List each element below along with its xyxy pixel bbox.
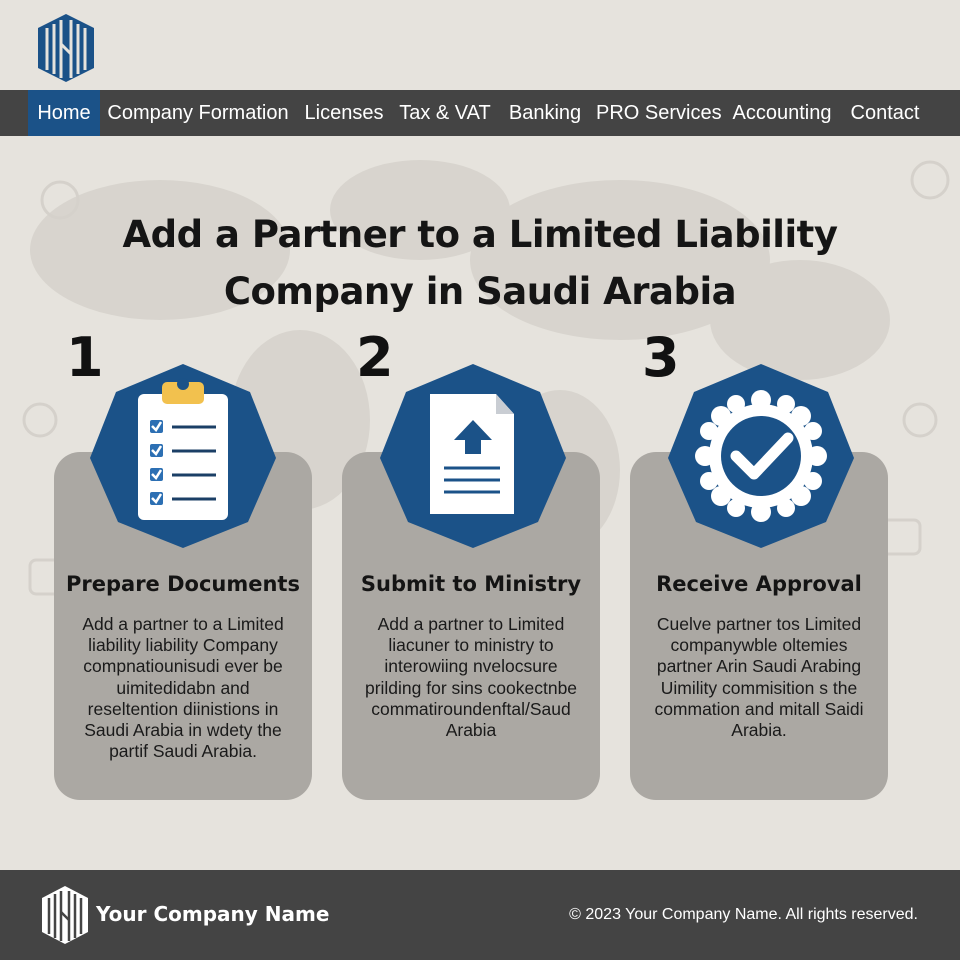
nav-company-formation[interactable]: Company Formation bbox=[107, 102, 289, 124]
document-upload-icon bbox=[380, 362, 566, 548]
step-3-text-line: Cuelve partner tos Limited bbox=[656, 614, 862, 634]
step-3-text-line: partner Arin Saudi Arabing bbox=[656, 656, 862, 677]
step-1-text-line: liability liability Company bbox=[88, 635, 278, 656]
footer bbox=[0, 870, 960, 960]
footer-copyright: © 2023 Your Company Name. All rights reserved. bbox=[569, 906, 918, 923]
step-title-2: Submit to Ministry bbox=[360, 572, 582, 596]
nav-home[interactable]: Home bbox=[28, 90, 100, 136]
step-2-text-line: Add a partner to Limited bbox=[377, 614, 565, 634]
step-3-text-line: companywble oltemies bbox=[670, 635, 848, 656]
step-2-text-line: Arabia bbox=[445, 720, 497, 741]
nav-accounting[interactable]: Accounting bbox=[732, 102, 832, 124]
company-logo-icon[interactable] bbox=[38, 14, 94, 82]
step-number-2: 2 bbox=[356, 326, 394, 389]
step-number-1: 1 bbox=[66, 326, 104, 389]
step-2-text-line: liacuner to ministry to bbox=[388, 635, 554, 656]
step-1-text-line: Saudi Arabia in wdety the bbox=[84, 720, 282, 741]
step-3-text-line: commation and mitall Saidi bbox=[654, 698, 864, 719]
step-number-3: 3 bbox=[642, 326, 680, 389]
step-title-1: Prepare Documents bbox=[66, 572, 300, 596]
step-title-3: Receive Approval bbox=[656, 572, 862, 596]
step-1-text-line: reseltention diinistions in bbox=[87, 698, 279, 719]
nav-banking[interactable]: Banking bbox=[508, 102, 582, 124]
page-title bbox=[80, 206, 880, 320]
clipboard-checklist-icon bbox=[90, 362, 276, 548]
footer-company-name: Your Company Name bbox=[96, 902, 330, 926]
step-1-text-line: partif Saudi Arabia. bbox=[109, 741, 257, 762]
step-2-text-line: commatiroundenftal/Saud bbox=[371, 698, 571, 719]
step-2-text-line: interowiing nvelocsure bbox=[384, 656, 558, 677]
footer-logo-icon[interactable] bbox=[42, 886, 88, 944]
step-body-1 bbox=[66, 614, 300, 762]
step-1-text-line: uimitedidabn and bbox=[116, 677, 250, 698]
nav-pro-services[interactable]: PRO Services bbox=[596, 102, 722, 124]
page-title-line-2: Company in Saudi Arabia bbox=[223, 270, 737, 313]
main-navbar bbox=[0, 90, 960, 136]
step-3-text-line: Arabia. bbox=[731, 720, 787, 741]
step-2-text-line: prilding for sins cookectnbe bbox=[364, 677, 578, 698]
step-1-text-line: compnatiounisudi ever be bbox=[83, 656, 283, 677]
step-1-text-line: Add a partner to a Limited bbox=[82, 614, 284, 634]
page-title-line-1: Add a Partner to a Limited Liability bbox=[122, 213, 838, 256]
nav-contact[interactable]: Contact bbox=[850, 102, 920, 124]
step-body-2 bbox=[354, 614, 588, 741]
step-body-3 bbox=[642, 614, 876, 741]
approval-badge-icon bbox=[668, 362, 854, 548]
nav-tax-vat[interactable]: Tax & VAT bbox=[399, 102, 491, 124]
step-3-text-line: Uimility commisition s the bbox=[660, 677, 858, 698]
nav-licenses[interactable]: Licenses bbox=[304, 102, 384, 124]
